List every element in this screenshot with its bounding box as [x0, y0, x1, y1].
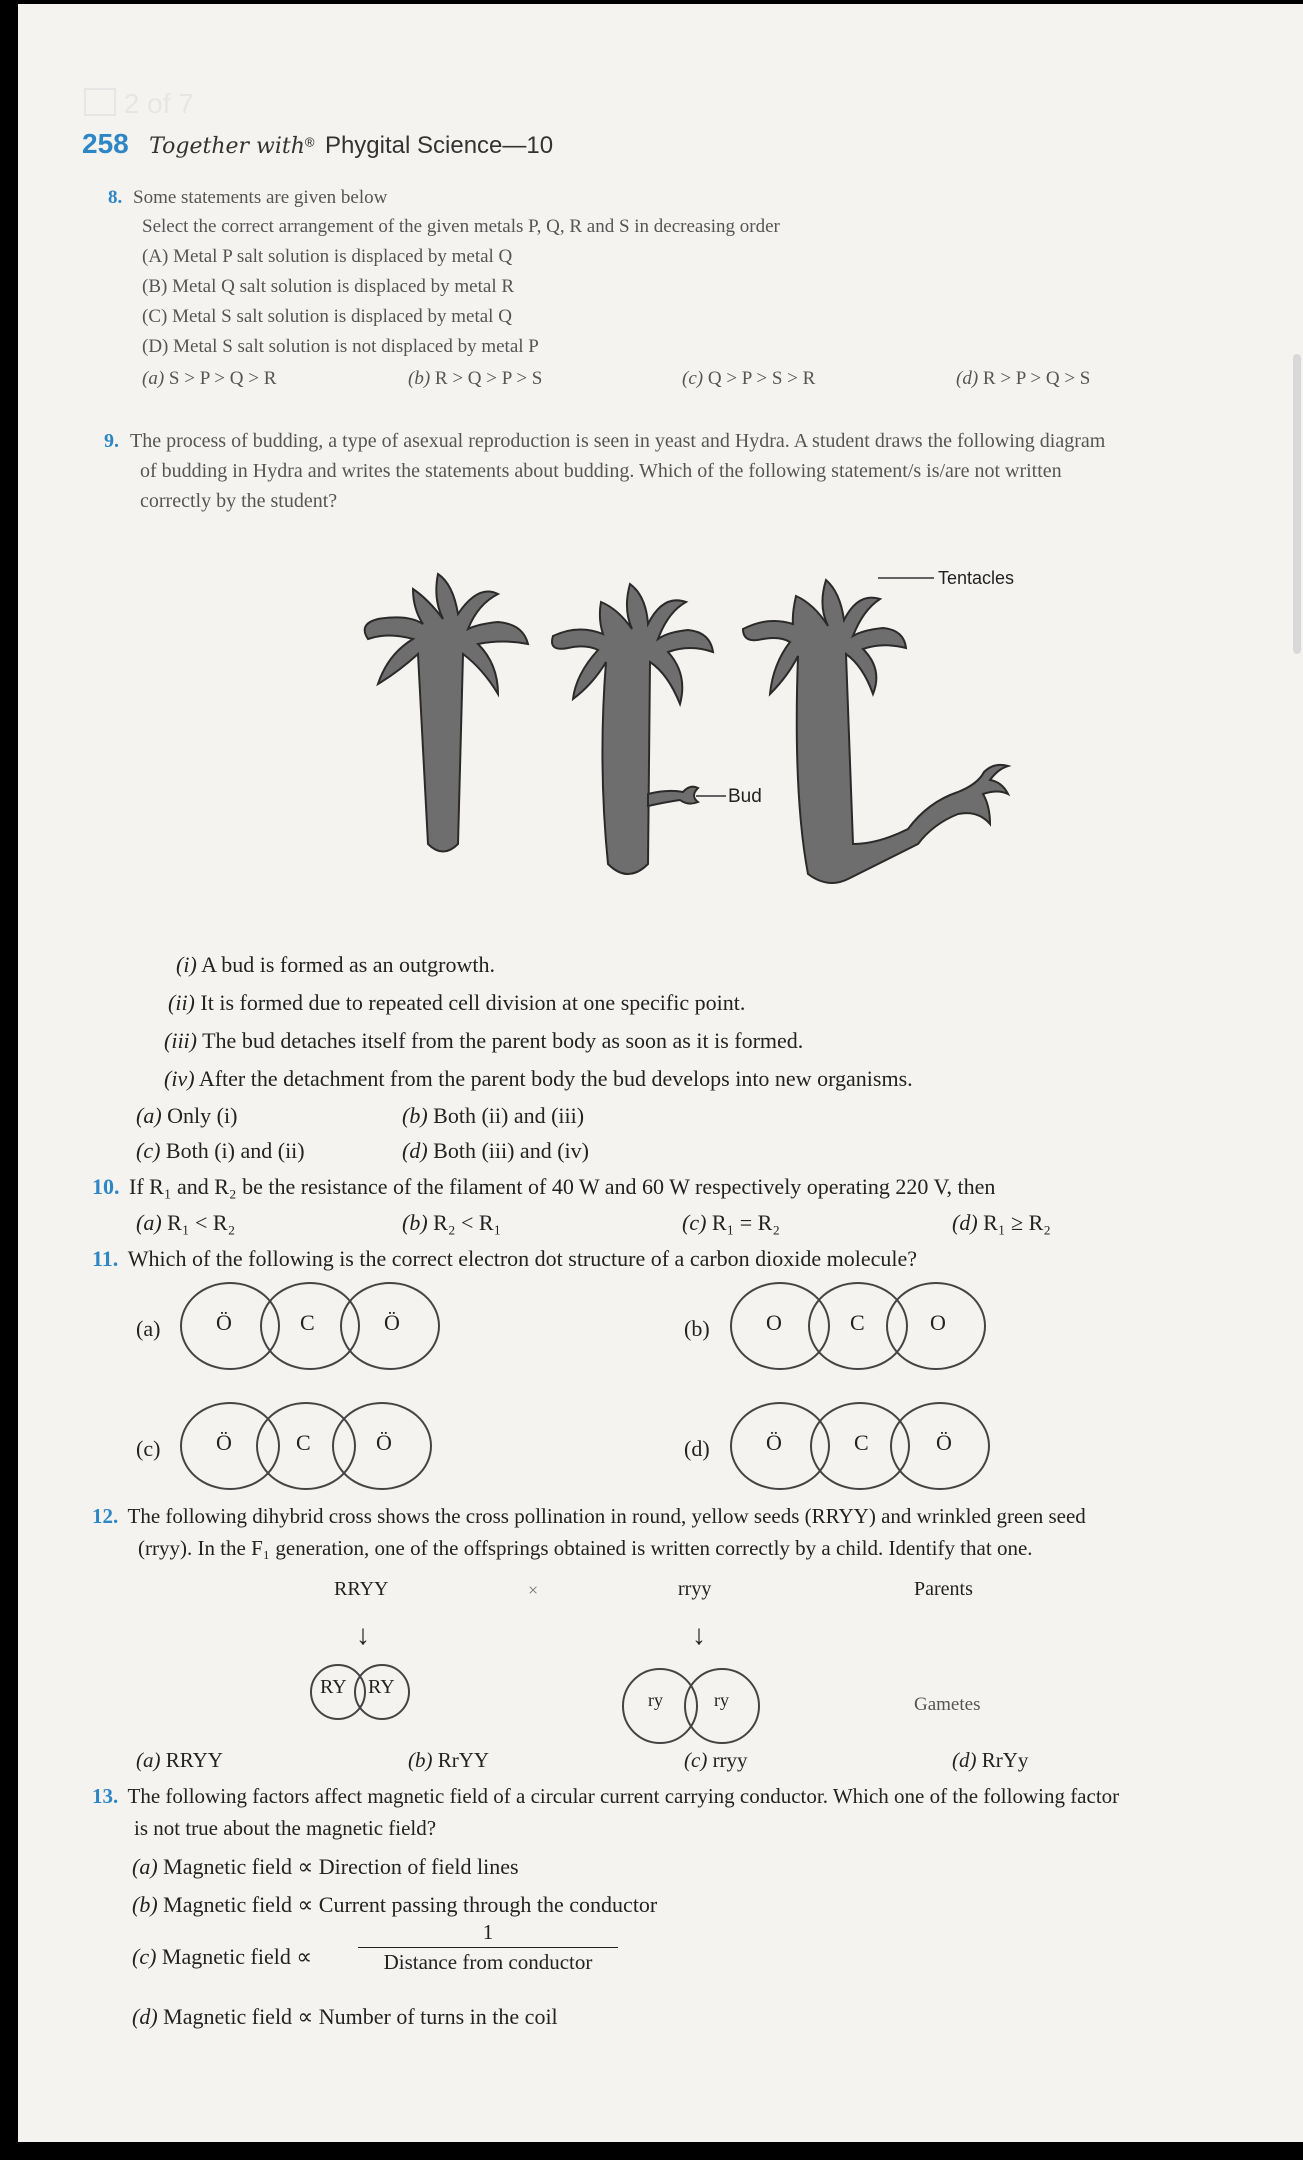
page-header — [82, 128, 553, 160]
q9-line1: 9. The process of budding, a type of asexual reproduction is seen in yeast and Hydra. A student draws the following diagram — [104, 430, 1106, 452]
q11-option-d-structure — [730, 1402, 1010, 1492]
brand-logo: Together with — [149, 134, 305, 159]
scrollbar[interactable] — [1293, 354, 1301, 654]
q8-statement: (B) Metal Q salt solution is displaced by metal R — [142, 276, 515, 297]
q10-text: 10. If R₁ and R₂ be the resistance of the filament of 40 W and 60 W respectively operating 220 V, then — [92, 1174, 996, 1199]
page-indicator: 2 of 7 — [84, 88, 194, 120]
parent2: rryy — [678, 1578, 712, 1600]
label-bud: Bud — [728, 786, 762, 807]
cross-symbol: × — [528, 1580, 539, 1600]
q8-option-c: (c) Q > P > S > R — [682, 368, 816, 389]
q12-option-d: (d) RrYy — [952, 1748, 1029, 1772]
q9-statement: (ii) It is formed due to repeated cell division at one specific point. — [168, 990, 746, 1015]
q9-option-c: (c) Both (i) and (ii) — [136, 1138, 305, 1163]
fraction-denominator: Distance from conductor — [383, 1950, 593, 1974]
q9-option-b: (b) Both (ii) and (iii) — [402, 1103, 585, 1128]
q9-line2: of budding in Hydra and writes the statements about budding. Which of the following statement/s is/are not written — [140, 460, 1062, 482]
q9-statement: (iv) After the detachment from the parent body the bud develops into new organisms. — [164, 1066, 913, 1091]
q10-option-a: (a) R₁ < R₂ — [136, 1210, 236, 1235]
q9-option-a: (a) Only (i) — [136, 1103, 238, 1128]
atom-c: C — [850, 1310, 865, 1335]
q8-statement: (A) Metal P salt solution is displaced by metal Q — [142, 246, 513, 267]
gametes-label: Gametes — [914, 1694, 981, 1715]
gamete-label: RY — [320, 1676, 347, 1698]
gametes-2 — [622, 1668, 792, 1748]
q11-option-b-label: (b) — [684, 1316, 710, 1341]
gametes-1 — [310, 1664, 450, 1720]
atom-o-left: Ö — [216, 1310, 232, 1335]
q12-option-c: (c) rryy — [684, 1748, 748, 1772]
q13-option-c: (c) Magnetic field ∝ — [132, 1944, 313, 1969]
q8-line1: 8. Some statements are given below — [108, 187, 388, 208]
q8-option-a: (a) S > P > Q > R — [142, 368, 277, 389]
q11-text: 11. Which of the following is the correct electron dot structure of a carbon dioxide molecule? — [92, 1246, 918, 1271]
q13-line2: is not true about the magnetic field? — [134, 1816, 437, 1840]
arrow-down-icon: ↓ — [356, 1620, 370, 1651]
atom-o-right: Ö — [936, 1430, 952, 1455]
q13-option-d: (d) Magnetic field ∝ Number of turns in the coil — [132, 2004, 558, 2029]
label-tentacles: Tentacles — [938, 568, 1015, 588]
q13-option-a: (a) Magnetic field ∝ Direction of field lines — [132, 1854, 519, 1879]
q8-option-d: (d) R > P > Q > S — [956, 368, 1091, 389]
atom-o-right: O — [930, 1310, 946, 1335]
q8-statement: (D) Metal S salt solution is not displaced by metal P — [142, 336, 539, 357]
atom-o-left: O — [766, 1310, 782, 1335]
q9-option-d: (d) Both (iii) and (iv) — [402, 1138, 589, 1163]
parents-label: Parents — [914, 1578, 973, 1600]
q11-option-d-label: (d) — [684, 1436, 710, 1461]
q13-line1: 13. The following factors affect magnetic field of a circular current carrying conductor. Which one of the following factor — [92, 1784, 1120, 1808]
q11-option-a-structure — [180, 1282, 490, 1372]
book-title: Phygital Science—10 — [324, 132, 554, 159]
atom-o-left: Ö — [766, 1430, 782, 1455]
atom-c: C — [300, 1310, 315, 1335]
q8-line2: Select the correct arrangement of the given metals P, Q, R and S in decreasing order — [142, 216, 780, 237]
q11-option-a-label: (a) — [136, 1316, 161, 1341]
q8-option-b: (b) R > Q > P > S — [408, 368, 543, 389]
q9-statement: (i) A bud is formed as an outgrowth. — [176, 952, 495, 977]
atom-o-left: Ö — [216, 1430, 232, 1455]
q10-option-c: (c) R₁ = R₂ — [682, 1210, 781, 1235]
gamete-label: ry — [648, 1690, 663, 1710]
book-page — [18, 4, 1303, 2142]
parent1: RRYY — [334, 1578, 389, 1600]
q10-option-b: (b) R₂ < R₁ — [402, 1210, 502, 1235]
q9-line3: correctly by the student? — [140, 490, 338, 512]
q12-line1: 12. The following dihybrid cross shows the cross pollination in round, yellow seeds (RRYY) and wrinkled green seed — [92, 1504, 1086, 1528]
q11-option-c-label: (c) — [136, 1436, 161, 1461]
q12-line2: (rryy). In the F₁ generation, one of the offsprings obtained is written correctly by a child. Identify that one. — [138, 1536, 1033, 1560]
atom-o-right: Ö — [376, 1430, 392, 1455]
gamete-label: ry — [714, 1690, 729, 1710]
hydra-budding-diagram — [318, 544, 1098, 904]
page-number: 258 — [82, 128, 129, 159]
q8-statement: (C) Metal S salt solution is displaced by metal Q — [142, 306, 512, 327]
q9-statement: (iii) The bud detaches itself from the parent body as soon as it is formed. — [164, 1028, 804, 1053]
atom-c: C — [296, 1430, 311, 1455]
atom-o-right: Ö — [384, 1310, 400, 1335]
fraction-numerator: 1 — [358, 1920, 618, 1948]
page-indicator-icon — [84, 88, 116, 116]
q13-option-b: (b) Magnetic field ∝ Current passing through the conductor — [132, 1892, 658, 1917]
q10-option-d: (d) R₁ ≥ R₂ — [952, 1210, 1051, 1235]
q13-fraction — [358, 1920, 618, 1975]
q12-option-b: (b) RrYY — [408, 1748, 490, 1772]
q11-option-c-structure — [180, 1402, 440, 1492]
atom-c: C — [854, 1430, 869, 1455]
registered-mark: ® — [304, 134, 315, 150]
gamete-label: RY — [368, 1676, 395, 1698]
q12-option-a: (a) RRYY — [136, 1748, 223, 1772]
q11-option-b-structure — [730, 1282, 1010, 1372]
arrow-down-icon: ↓ — [692, 1620, 706, 1651]
